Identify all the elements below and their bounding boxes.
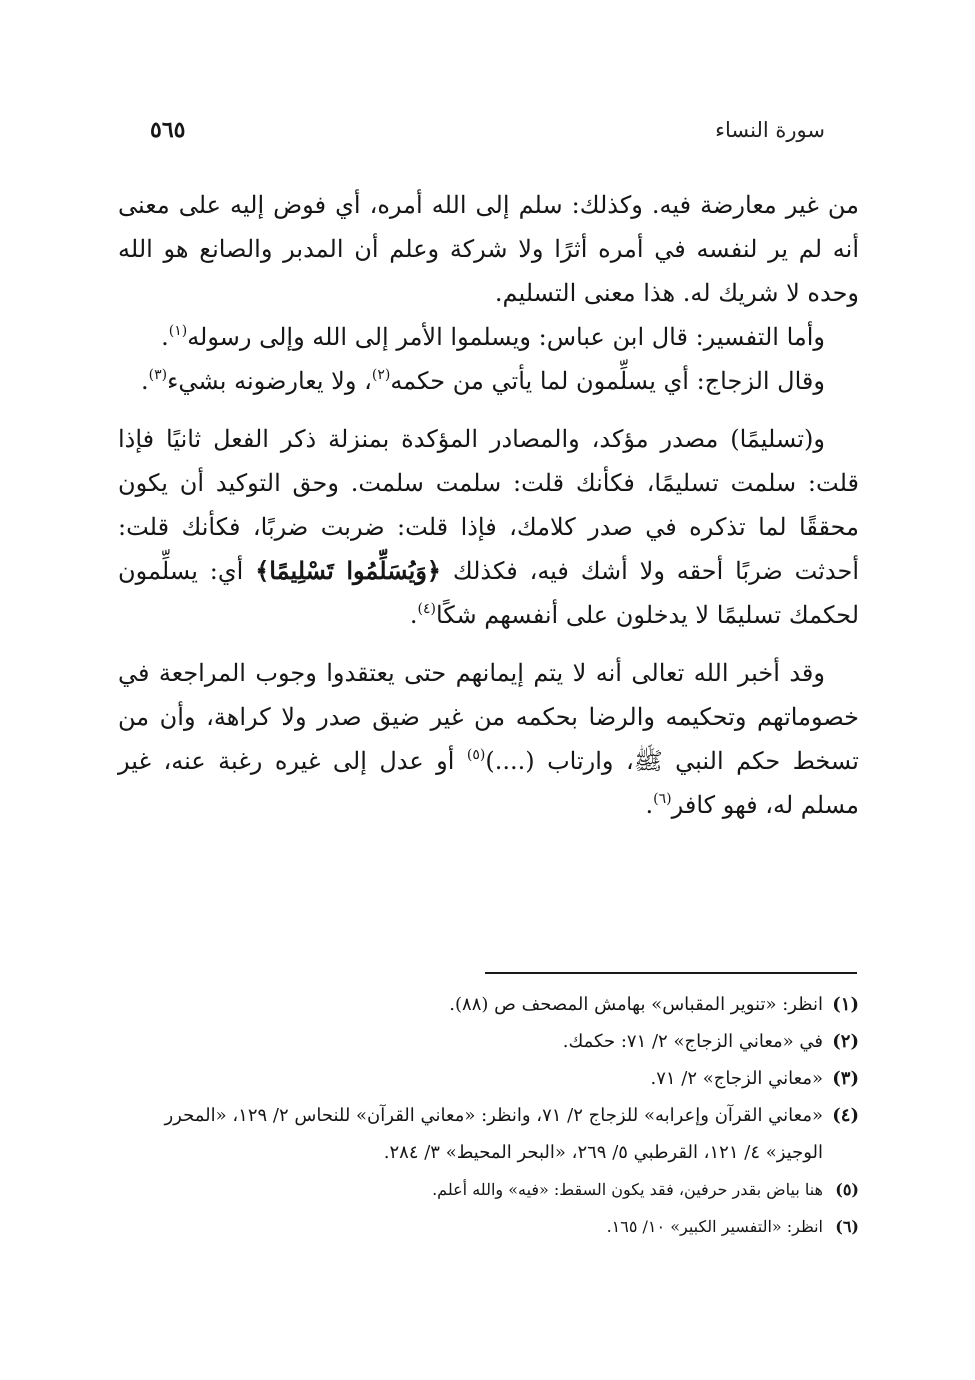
paragraph-3-end: .	[140, 367, 149, 395]
footnote-ref-1[interactable]: (١)	[168, 323, 188, 339]
footnote-ref-5[interactable]: (٥)	[466, 747, 486, 763]
paragraph-5-text-a: وقد أخبر الله تعالى أنه لا يتم إيمانهم حتى يعتقدوا وجوب المراجعة في خصوماتهم وتحكيمه والرضا بحكمه من غير ضيق صدر ولا كراهة، وأن من تسخط حكم النبي ﷺ، وارتاب (....)	[118, 659, 859, 775]
paragraph-4	[118, 417, 859, 637]
footnote-number: (٥)	[835, 1180, 859, 1199]
footnote-ref-6[interactable]: (٦)	[653, 791, 672, 807]
paragraph-4-text-a: و(تسليمًا) مصدر مؤكد، والمصادر المؤكدة بمنزلة ذكر الفعل ثانيًا فإذا قلت: سلمت تسليمًا، فكأنك قلت: سلمت سلمت. وحق التوكيد أن يكون محققًا لما تذكره في صدر كلامك، فإذا قلت: ضربت ضربًا، فكأنك قلت: أحدثت ضربًا أحقه ولا أشك فيه، فكذلك	[118, 425, 859, 585]
paragraph-2-end: .	[161, 323, 169, 351]
footnote-1	[118, 986, 859, 1023]
paragraph-3-text-a: وقال الزجاج: أي يسلِّمون لما يأتي من حكمه	[390, 367, 825, 395]
footnote-4	[118, 1097, 859, 1171]
footnote-ref-2[interactable]: (٢)	[371, 367, 391, 383]
footnote-2	[118, 1023, 859, 1060]
footnote-text: «معاني الزجاج» ٢/ ٧١.	[650, 1068, 823, 1089]
footnote-separator	[485, 972, 857, 974]
paragraph-5-end: .	[645, 791, 654, 819]
footnote-number: (٤)	[832, 1105, 859, 1126]
footnote-text: «معاني القرآن وإعرابه» للزجاج ٢/ ٧١، وانظر: «معاني القرآن» للنحاس ٢/ ١٢٩، «المحرر الوجيز» ٤/ ١٢١، القرطبي ٥/ ٢٦٩، «البحر المحيط» ٣/ ٢٨٤.	[164, 1105, 823, 1163]
footnote-5	[118, 1171, 859, 1208]
paragraph-2-text: وأما التفسير: قال ابن عباس: ويسلموا الأمر إلى الله وإلى رسوله	[187, 323, 825, 351]
footnote-text: انظر: «التفسير الكبير» ١٠/ ١٦٥.	[606, 1217, 823, 1236]
footnotes	[118, 986, 859, 1245]
footnote-ref-3[interactable]: (٣)	[148, 367, 168, 383]
quran-verse: ﴿وَيُسَلِّمُوا تَسْلِيمًا﴾	[255, 556, 441, 585]
main-text	[118, 183, 859, 827]
page-number: ٥٦٥	[150, 117, 186, 143]
paragraph-5	[118, 651, 859, 827]
footnote-ref-4[interactable]: (٤)	[417, 601, 436, 617]
footnote-3	[118, 1060, 859, 1097]
paragraph-4-end: .	[409, 601, 418, 629]
footnote-text: في «معاني الزجاج» ٢/ ٧١: حكمك.	[562, 1031, 823, 1052]
paragraph-1	[118, 183, 859, 315]
footnote-number: (١)	[832, 994, 859, 1015]
paragraph-5-text-b: أو عدل إلى غيره رغبة عنه، غير مسلم له، فهو كافر	[118, 747, 859, 819]
paragraph-3	[118, 359, 859, 403]
footnote-text: انظر: «تنوير المقباس» بهامش المصحف ص (٨٨).	[449, 994, 823, 1015]
footnote-text: هنا بياض بقدر حرفين، فقد يكون السقط: «فيه» والله أعلم.	[432, 1180, 823, 1199]
paragraph-1-text: من غير معارضة فيه. وكذلك: سلم إلى الله أمره، أي فوض إليه على معنى أنه لم ير لنفسه في أمره أثرًا ولا شركة وعلم أن المدبر والصانع هو الله وحده لا شريك له. هذا معنى التسليم.	[118, 191, 859, 307]
footnote-number: (٢)	[832, 1031, 859, 1052]
footnote-number: (٣)	[832, 1068, 859, 1089]
paragraph-3-text-b: ، ولا يعارضونه بشيء	[167, 367, 372, 395]
paragraph-2	[118, 315, 859, 359]
footnote-6	[118, 1208, 859, 1245]
page-header	[150, 112, 825, 148]
footnote-number: (٦)	[835, 1217, 859, 1236]
paragraph-4-text-b: أي: يسلِّمون لحكمك تسليمًا لا يدخلون على أنفسهم شكًا	[118, 557, 859, 629]
running-title: سورة النساء	[715, 118, 825, 142]
